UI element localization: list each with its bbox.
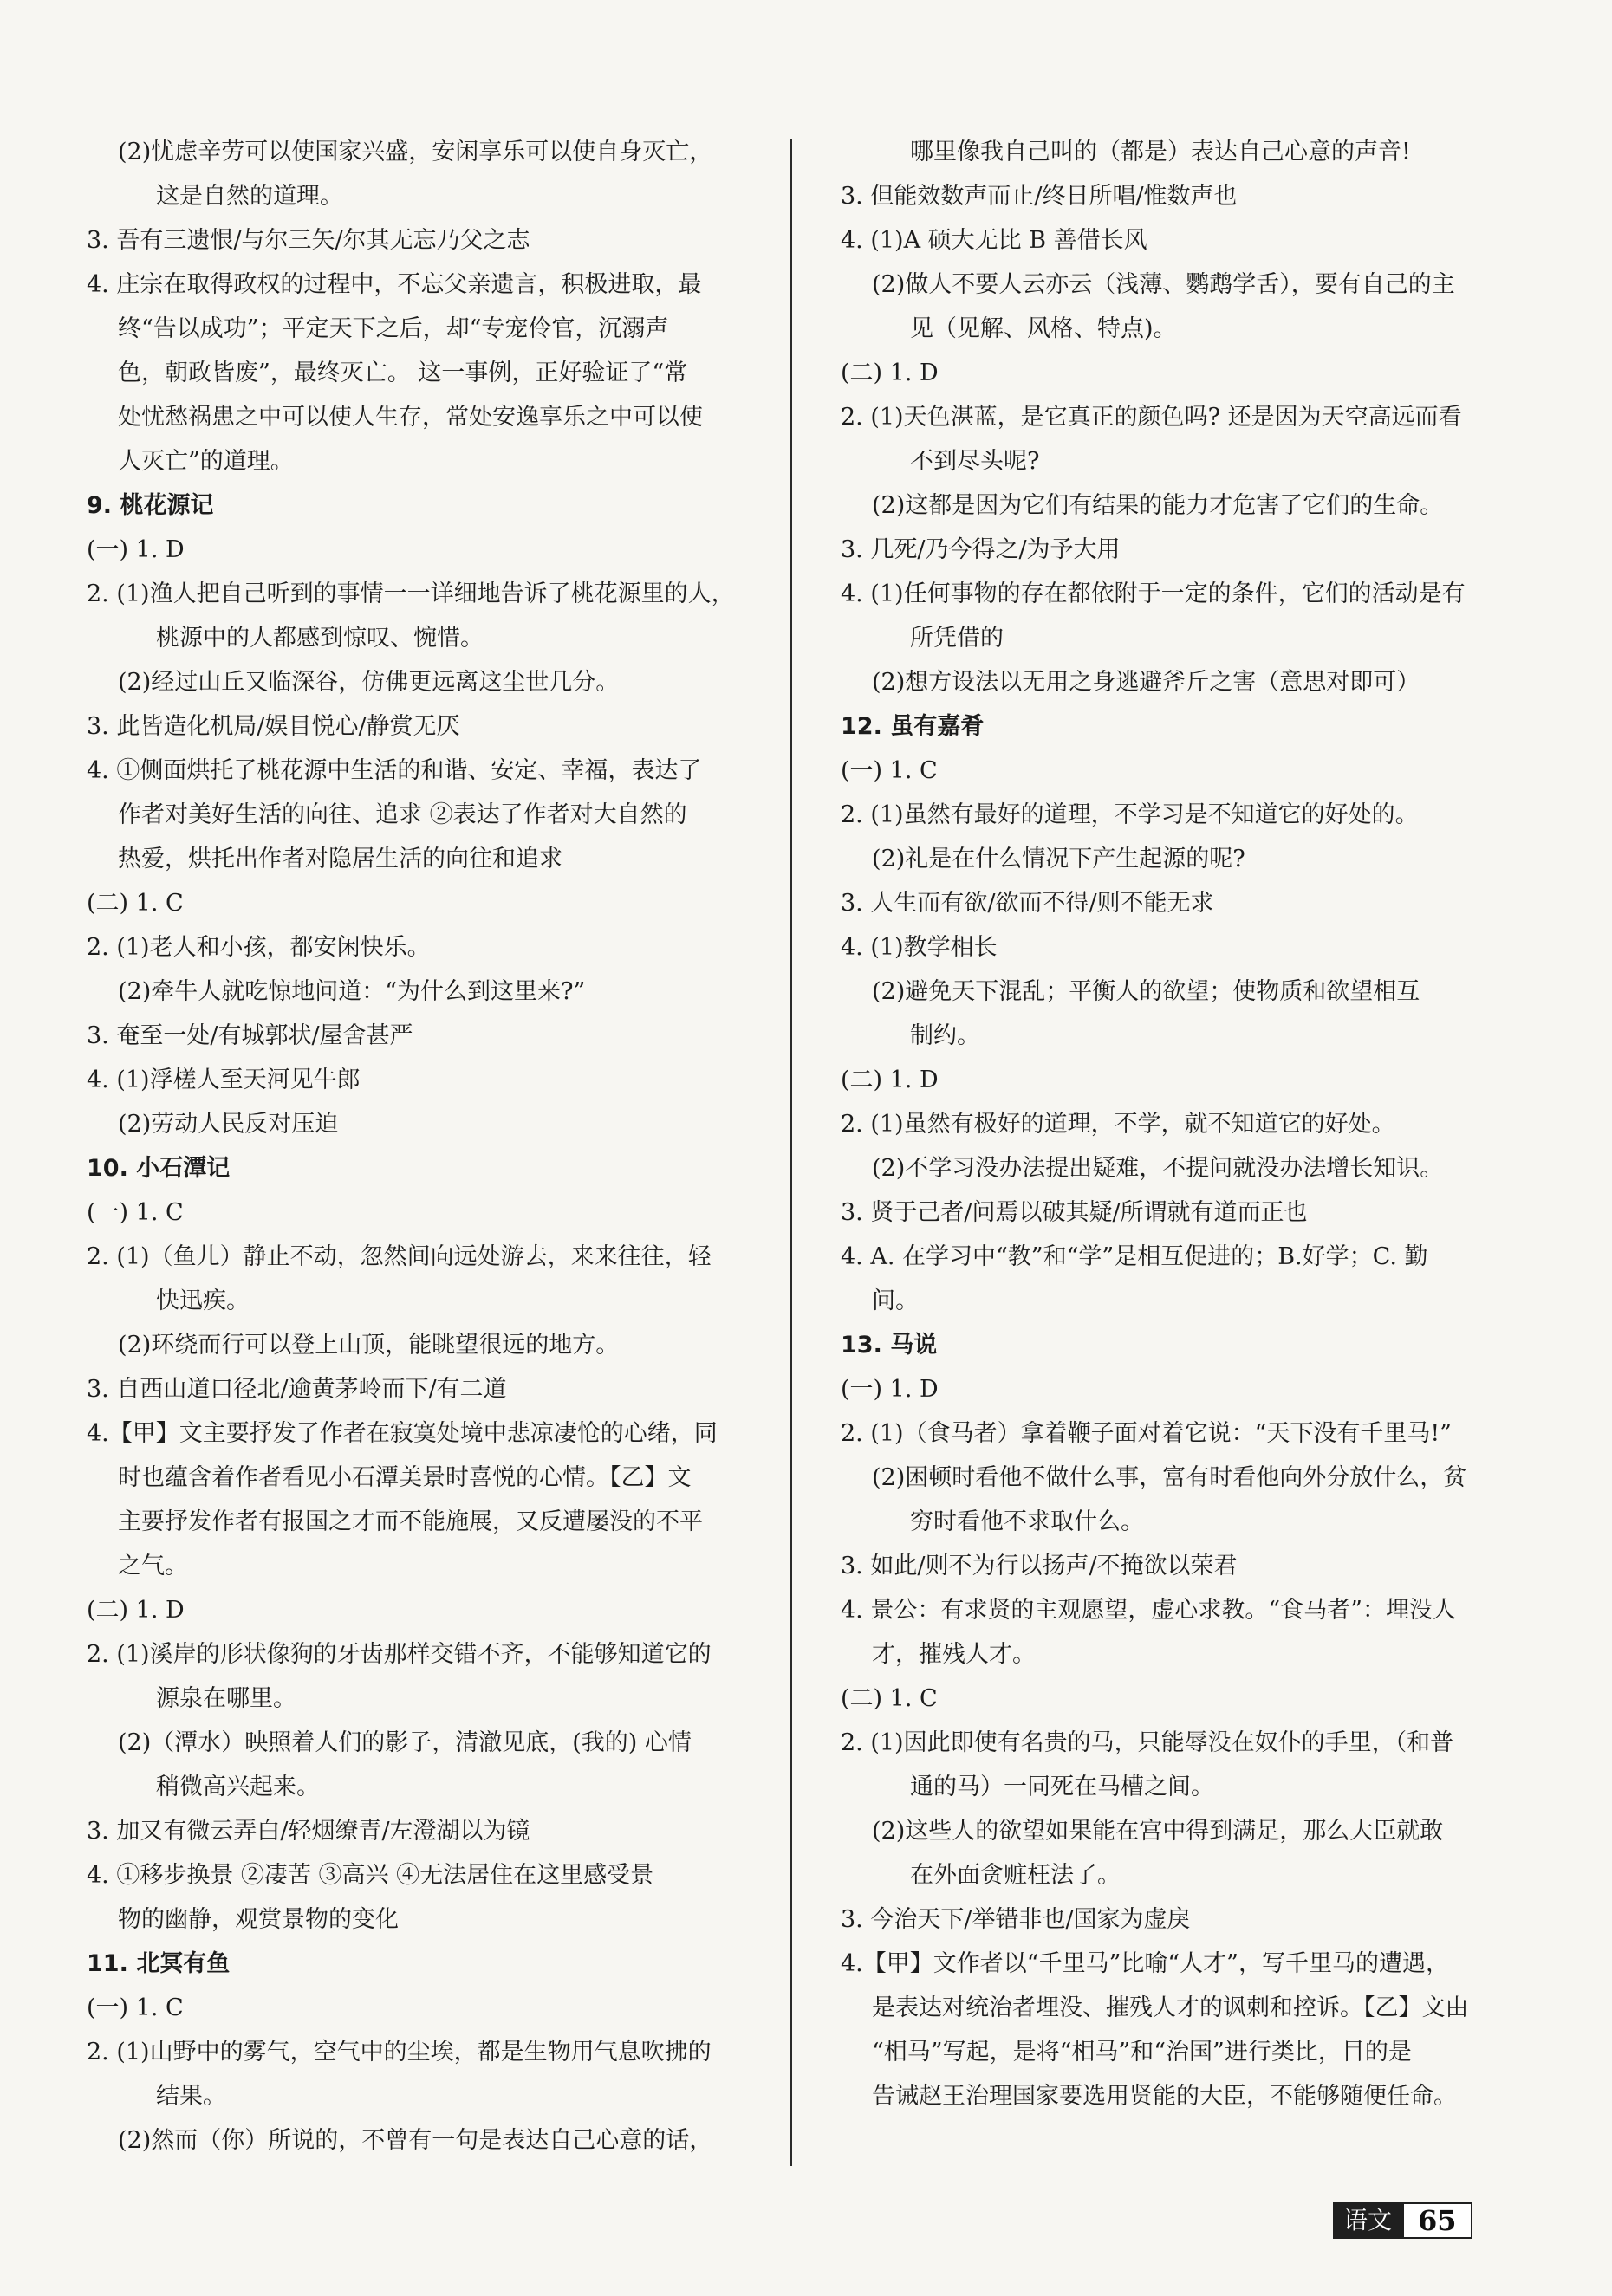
answer-line: 2. (1)渔人把自己听到的事情一一详细地告诉了桃花源里的人， [87,580,735,607]
answer-line: 问。 [872,1287,919,1314]
answer-line: 结果。 [156,2083,226,2110]
answer-line: (2)想方设法以无用之身逃避斧斤之害（意思对即可） [872,669,1420,696]
answer-line: (2)这都是因为它们有结果的能力才危害了它们的生命。 [872,492,1444,519]
page-footer [1333,2202,1472,2239]
answer-line: (2)礼是在什么情况下产生起源的呢? [872,846,1245,872]
answer-line: 4. ①移步换景 ②凄苦 ③高兴 ④无法居住在这里感受景 [87,1862,654,1889]
section-title: 13. 马说 [841,1332,938,1359]
answer-line: 热爱，烘托出作者对隐居生活的向往和追求 [118,846,562,872]
answer-line: 作者对美好生活的向往、追求 ②表达了作者对大自然的 [118,801,687,828]
answer-line: 2. (1)虽然有极好的道理，不学，就不知道它的好处。 [841,1111,1395,1138]
answer-line: 4. (1)教学相长 [841,934,998,961]
answer-line: 时也蕴含着作者看见小石潭美景时喜悦的心情。【乙】文 [118,1464,692,1491]
answer-line: 4. ①侧面烘托了桃花源中生活的和谐、安定、幸福，表达了 [87,757,702,784]
column-divider [790,139,792,2166]
answer-line: (二) 1. C [87,890,184,917]
answer-line: (二) 1. D [841,1067,939,1093]
page-number: 65 [1402,2202,1472,2239]
answer-line: 制约。 [910,1022,980,1049]
answer-line: 桃源中的人都感到惊叹、惋惜。 [156,625,484,652]
answer-line: (2)劳动人民反对压迫 [118,1111,339,1138]
answer-line: 稍微高兴起来。 [156,1774,320,1800]
answer-line: 4. A. 在学习中“教”和“学”是相互促进的；B.好学；C. 勤 [841,1243,1428,1270]
answer-line: (2)这些人的欲望如果能在宫中得到满足，那么大臣就敢 [872,1818,1444,1845]
answer-line: 是表达对统治者埋没、摧残人才的讽刺和控诉。【乙】文由 [872,1994,1469,2021]
answer-line: 4.【甲】文主要抒发了作者在寂寞处境中悲凉凄怆的心绪，同 [87,1420,718,1447]
answer-line: 3. 奄至一处/有城郭状/屋舍甚严 [87,1022,413,1049]
answer-line: (2)环绕而行可以登上山顶，能眺望很远的地方。 [118,1332,620,1359]
answer-line: 3. 但能效数声而止/终日所唱/惟数声也 [841,183,1238,210]
section-title: 12. 虽有嘉肴 [841,713,985,740]
answer-line: (2)忧虑辛劳可以使国家兴盛，安闲享乐可以使自身灭亡， [118,139,713,165]
answer-line: 2. (1)溪岸的形状像狗的牙齿那样交错不齐，不能够知道它的 [87,1641,712,1668]
answer-line: 3. 加又有微云弄白/轻烟缭青/左澄湖以为镜 [87,1818,530,1845]
answer-line: (一) 1. C [87,1199,184,1226]
answer-line: (一) 1. D [841,1376,939,1403]
answer-line: 3. 人生而有欲/欲而不得/则不能无求 [841,890,1214,917]
answer-line: (一) 1. C [841,757,938,784]
left-column [87,130,771,2163]
answer-line: 3. 贤于己者/问焉以破其疑/所谓就有道而正也 [841,1199,1308,1226]
answer-line: 4. (1)A 硕大无比 B 善借长风 [841,227,1147,254]
answer-line: 3. 吾有三遗恨/与尔三矢/尔其无忘乃父之志 [87,227,530,254]
answer-line: 见（见解、风格、特点)。 [910,315,1177,342]
answer-line: 3. 此皆造化机局/娱目悦心/静赏无厌 [87,713,460,740]
answer-line: 色，朝政皆废”，最终灭亡。 这一事例，正好验证了“常 [118,360,688,386]
answer-line: 主要抒发作者有报国之才而不能施展，又反遭屡没的不平 [118,1508,703,1535]
answer-line: 3. 如此/则不为行以扬声/不掩欲以荣君 [841,1553,1238,1579]
answer-line: (2)避免天下混乱；平衡人的欲望；使物质和欲望相互 [872,978,1420,1005]
answer-line: 4.【甲】文作者以“千里马”比喻“人才”，写千里马的遭遇， [841,1950,1449,1977]
right-column [841,130,1525,2118]
answer-line: 告诫赵王治理国家要选用贤能的大臣，不能够随便任命。 [872,2083,1457,2110]
answer-line: (二) 1. D [87,1597,185,1624]
answer-line: 终“告以成功”；平定天下之后，却“专宠伶官，沉溺声 [118,315,669,342]
answer-line: 快迅疾。 [156,1287,250,1314]
answer-line: 之气。 [118,1553,188,1579]
answer-line: 哪里像我自己叫的（都是）表达自己心意的声音! [910,139,1411,165]
answer-line: (2)困顿时看他不做什么事，富有时看他向外分放什么，贫 [872,1464,1467,1491]
answer-line: (一) 1. D [87,536,185,563]
answer-line: 3. 几死/乃今得之/为予大用 [841,536,1121,563]
answer-line: (2)不学习没办法提出疑难，不提问就没办法增长知识。 [872,1155,1444,1182]
answer-line: “相马”写起，是将“相马”和“治国”进行类比，目的是 [872,2039,1412,2066]
section-title: 11. 北冥有鱼 [87,1950,231,1977]
answer-line: (2)（潭水）映照着人们的影子，清澈见底，(我的) 心情 [118,1729,692,1756]
answer-line: 4. 庄宗在取得政权的过程中，不忘父亲遗言，积极进取，最 [87,271,702,298]
answer-line: (2)牵牛人就吃惊地问道：“为什么到这里来?” [118,978,586,1005]
answer-line: 2. (1)因此即使有名贵的马，只能辱没在奴仆的手里，（和普 [841,1729,1454,1756]
answer-line: 2. (1)虽然有最好的道理，不学习是不知道它的好处的。 [841,801,1419,828]
answer-line: 处忧愁祸患之中可以使人生存，常处安逸享乐之中可以使 [118,404,703,431]
answer-line: 通的马）一同死在马槽之间。 [910,1774,1214,1800]
answer-line: 4. (1)任何事物的存在都依附于一定的条件，它们的活动是有 [841,580,1466,607]
answer-line: (一) 1. C [87,1994,184,2021]
answer-line: 4. (1)浮槎人至天河见牛郎 [87,1067,361,1093]
answer-line: 源泉在哪里。 [156,1685,296,1712]
answer-line: (2)然而（你）所说的，不曾有一句是表达自己心意的话， [118,2127,713,2154]
answer-line: 穷时看他不求取什么。 [910,1508,1144,1535]
answer-line: 才，摧残人才。 [872,1641,1036,1668]
answer-line: 不到尽头呢? [910,448,1040,475]
answer-line: 人灭亡”的道理。 [118,448,294,475]
answer-line: 物的幽静，观赏景物的变化 [118,1906,399,1933]
answer-line: 2. (1)天色湛蓝，是它真正的颜色吗? 还是因为天空高远而看 [841,404,1462,431]
answer-line: 2. (1)山野中的雾气，空气中的尘埃，都是生物用气息吹拂的 [87,2039,712,2066]
answer-line: 3. 今治天下/举错非也/国家为虚戾 [841,1906,1191,1933]
answer-line: 2. (1)（食马者）拿着鞭子面对着它说：“天下没有千里马!” [841,1420,1453,1447]
section-title: 9. 桃花源记 [87,492,214,519]
answer-line: 在外面贪赃枉法了。 [910,1862,1121,1889]
answer-line: 2. (1)老人和小孩，都安闲快乐。 [87,934,431,961]
answer-line: 4. 景公：有求贤的主观愿望，虚心求教。“食马者”：埋没人 [841,1597,1456,1624]
answer-line: 这是自然的道理。 [156,183,343,210]
section-title: 10. 小石潭记 [87,1155,231,1182]
answer-line: 2. (1)（鱼儿）静止不动，忽然间向远处游去，来来往往，轻 [87,1243,712,1270]
answer-line: 3. 自西山道口径北/逾黄茅岭而下/有二道 [87,1376,507,1403]
answer-line: 所凭借的 [910,625,1004,652]
answer-line: (二) 1. D [841,360,939,386]
answer-line: (2)做人不要人云亦云（浅薄、鹦鹉学舌），要有自己的主 [872,271,1455,298]
answer-line: (2)经过山丘又临深谷，仿佛更远离这尘世几分。 [118,669,620,696]
answer-line: (二) 1. C [841,1685,938,1712]
subject-label: 语文 [1333,2202,1402,2239]
